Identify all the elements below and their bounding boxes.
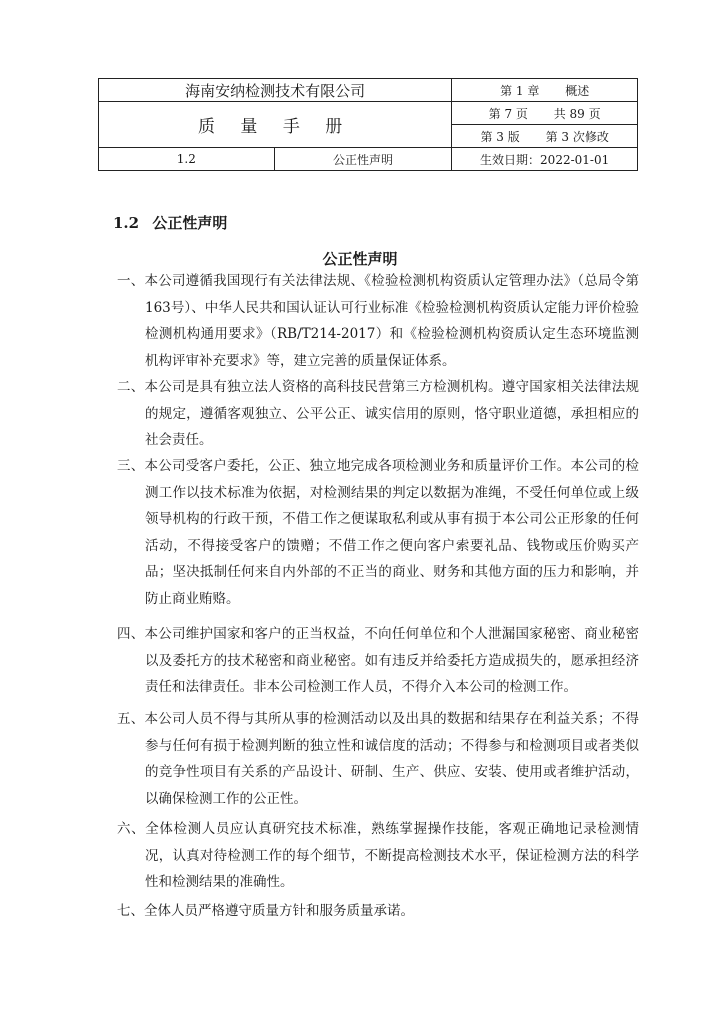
- edition-cell: [452, 125, 638, 148]
- page-cell: [452, 102, 638, 125]
- effective-date: 生效日期：2022-01-01: [452, 148, 638, 171]
- document-title: 公正性声明: [322, 250, 398, 268]
- manual-title: 质 量 手 册: [99, 102, 452, 148]
- company-name: 海南安纳检测技术有限公司: [99, 79, 452, 102]
- document-header-table: [98, 78, 638, 171]
- section-name-cell: 公正性声明: [274, 148, 452, 171]
- paragraph-7: 七、全体人员严格遵守质量方针和服务质量承诺。: [117, 903, 414, 919]
- section-heading-title: 公正性声明: [152, 214, 228, 232]
- section-heading: [113, 212, 227, 233]
- paragraph-6: 六、全体检测人员应认真研究技术标准，熟练掌握操作技能，客观正确地记录检测情况，认真对待检测工作的每个细节，不断提高检测技术水平，保证检测方法的科学性和检测结果的准确性。: [117, 821, 639, 890]
- chapter-cell: [452, 79, 638, 102]
- section-number-cell: 1.2: [99, 148, 275, 171]
- chapter-number: 第 1 章: [500, 83, 540, 98]
- page-number: 第 7 页: [488, 106, 528, 121]
- edition: 第 3 版: [480, 129, 520, 144]
- paragraph-1: 一、本公司遵循我国现行有关法律法规、《检验检测机构资质认定管理办法》（总局令第163号）、中华人民共和国认证认可行业标准《检验检测机构资质认定能力评价检验检测机构通用要求》（RB/T214-2017）和《检验检测机构资质认定生态环境监测机构评审补充要求》等，建立完善的质量保证体系。: [117, 273, 639, 369]
- total-pages: 共 89 页: [553, 106, 601, 121]
- paragraph-5: 五、本公司人员不得与其所从事的检测活动以及出具的数据和结果存在利益关系；不得参与任何有损于检测判断的独立性和诚信度的活动；不得参与和检测项目或者类似的竞争性项目有关系的产品设计、研制、生产、供应、安装、使用或者维护活动，以确保检测工作的公正性。: [117, 711, 639, 807]
- paragraph-4: 四、本公司维护国家和客户的正当权益，不向任何单位和个人泄漏国家秘密、商业秘密以及委托方的技术秘密和商业秘密。如有违反并给委托方造成损失的，愿承担经济责任和法律责任。非本公司检测工作人员，不得介入本公司的检测工作。: [117, 626, 639, 695]
- paragraph-3: 三、本公司受客户委托，公正、独立地完成各项检测业务和质量评价工作。本公司的检测工作以技术标准为依据，对检测结果的判定以数据为准绳，不受任何单位或上级领导机构的行政干预，不借工作之便谋取私利或从事有损于本公司公正形象的任何活动，不得接受客户的馈赠；不借工作之便向客户索要礼品、钱物或压价购买产品；坚决抵制任何来自内外部的不正当的商业、财务和其他方面的压力和影响，并防止商业贿赂。: [117, 458, 639, 607]
- paragraph-2: 二、本公司是具有独立法人资格的高科技民营第三方检测机构。遵守国家相关法律法规的规定，遵循客观独立、公平公正、诚实信用的原则，恪守职业道德，承担相应的社会责任。: [117, 379, 639, 448]
- revision: 第 3 次修改: [545, 129, 609, 144]
- section-heading-number: 1.2: [113, 214, 140, 232]
- chapter-name: 概述: [565, 83, 590, 98]
